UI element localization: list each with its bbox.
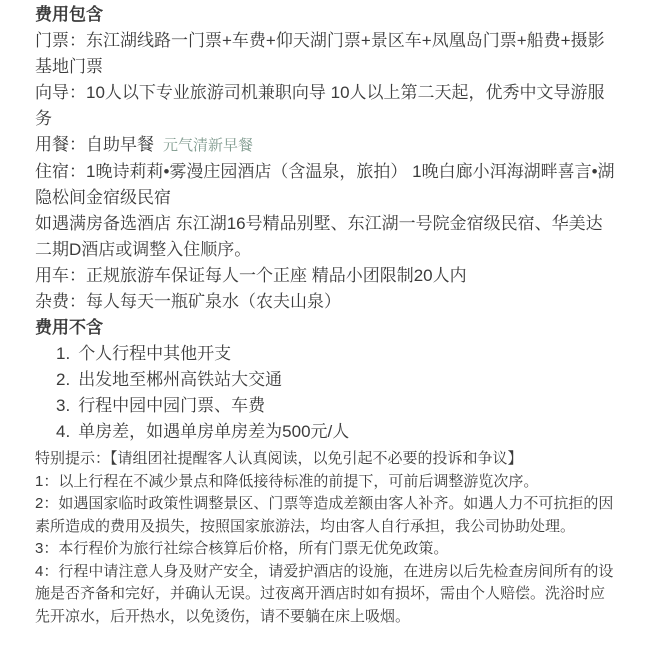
special-notice-item: 4：行程中请注意人身及财产安全，请爱护酒店的设施，在进房以后先检查房间所有的设施是否齐备和完好，并确认无误。过夜离开酒店时如有损坏，需由个人赔偿。洗浴时应先开凉水，后开热水，以免烫伤，请不要躺在床上吸烟。 xyxy=(35,562,614,625)
fee-included-meal xyxy=(35,132,619,159)
meal-highlight-tag: 元气清新早餐 xyxy=(163,137,254,154)
fee-included-title: 费用包含 xyxy=(35,5,103,24)
fee-included-guide: 向导：10人以下专业旅游司机兼职向导 10人以上第二天起，优秀中文导游服务 xyxy=(35,83,605,128)
list-item xyxy=(35,393,619,419)
list-item-number: 4. xyxy=(56,422,71,441)
list-item xyxy=(35,419,619,445)
list-item-text: 个人行程中其他开支 xyxy=(78,344,232,363)
special-notice-item: 3：本行程价为旅行社综合核算后价格，所有门票无优免政策。 xyxy=(35,540,449,557)
list-item xyxy=(35,367,619,393)
list-item-text: 行程中园中园门票、车费 xyxy=(78,396,266,415)
fee-included-tickets: 门票：东江湖线路一门票+车费+仰天湖门票+景区车+凤凰岛门票+船费+摄影基地门票 xyxy=(35,31,605,76)
fee-excluded-list xyxy=(35,341,619,445)
special-notice-section xyxy=(35,448,619,628)
list-item-number: 3. xyxy=(56,396,71,415)
list-item-text: 出发地至郴州高铁站大交通 xyxy=(78,370,283,389)
fee-included-misc: 杂费：每人每天一瓶矿泉水（农夫山泉） xyxy=(35,292,341,311)
special-notice-item: 2：如遇国家临时政策性调整景区、门票等造成差额由客人补齐。如遇人力不可抗拒的因素所造成的费用及损失，按照国家旅游法，均由客人自行承担，我公司协助处理。 xyxy=(35,495,614,535)
list-item-text: 单房差，如遇单房单房差为500元/人 xyxy=(78,422,350,441)
meal-text: 用餐：自助早餐 xyxy=(35,135,154,154)
special-notice-heading: 特别提示：【请组团社提醒客人认真阅读，以免引起不必要的投诉和争议】 xyxy=(35,450,523,467)
list-item-number: 2. xyxy=(56,370,71,389)
fee-excluded-title: 费用不含 xyxy=(35,318,103,337)
fee-included-backup-hotels: 如遇满房备选酒店 东江湖16号精品别墅、东江湖一号院金宿级民宿、华美达二期D酒店或调整入住顺序。 xyxy=(35,214,603,259)
fee-included-lodging: 住宿：1晚诗莉莉•雾漫庄园酒店（含温泉，旅拍） 1晚白廊小洱海湖畔喜言•湖隐松间金宿级民宿 xyxy=(35,162,615,207)
special-notice-item: 1：以上行程在不减少景点和降低接待标准的前提下，可前后调整游览次序。 xyxy=(35,472,539,490)
fee-included-vehicle: 用车：正规旅游车保证每人一个正座 精品小团限制20人内 xyxy=(35,266,467,285)
list-item-number: 1. xyxy=(56,344,71,363)
list-item xyxy=(35,341,619,367)
